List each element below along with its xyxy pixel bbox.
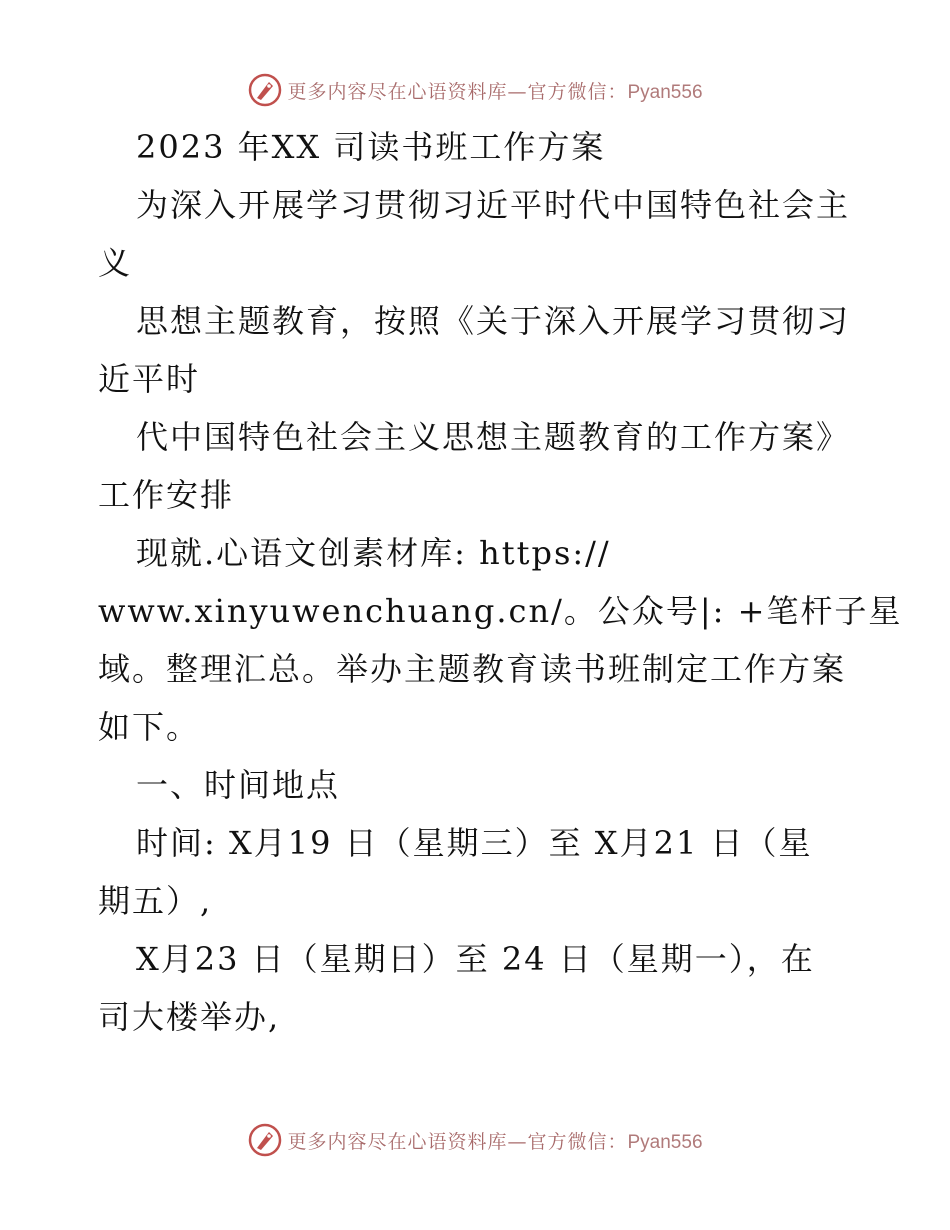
paragraph-line: 代中国特色社会主义思想主题教育的工作方案》 — [136, 418, 851, 456]
paragraph-line: X月23 日（星期日）至 24 日（星期一），在 — [136, 940, 815, 978]
pen-nib-logo-icon — [247, 1122, 283, 1158]
paragraph-line: 思想主题教育，按照《关于深入开展学习贯彻习 — [136, 302, 851, 340]
paragraph-line: 近平时 — [98, 360, 201, 398]
section-heading: 一、时间地点 — [136, 766, 341, 804]
paragraph-line: 现就.心语文创素材库: https:// — [136, 534, 611, 572]
paragraph-line: 司大楼举办, — [98, 998, 281, 1036]
paragraph-line: 工作安排 — [98, 476, 235, 514]
paragraph-line: 域。整理汇总。举办主题教育读书班制定工作方案 — [98, 650, 847, 688]
watermark-text: 更多内容尽在心语资料库—官方微信：Pyan556 — [287, 80, 703, 103]
header-watermark — [0, 68, 950, 112]
paragraph-line-url: www.xinyuwenchuang.cn/。公众号|: +笔杆子星 — [98, 592, 903, 630]
paragraph-line: 期五）, — [98, 882, 213, 920]
paragraph-line: 如下。 — [98, 708, 201, 746]
paragraph-line: 为深入开展学习贯彻习近平时代中国特色社会主 — [136, 186, 851, 224]
document-body — [98, 118, 903, 1046]
document-title: 2023 年XX 司读书班工作方案 — [136, 128, 606, 166]
paragraph-line: 义 — [98, 244, 133, 282]
watermark-text: 更多内容尽在心语资料库—官方微信：Pyan556 — [287, 1130, 703, 1153]
footer-watermark — [0, 1118, 950, 1162]
paragraph-line: 时间: X月19 日（星期三）至 X月21 日（星 — [136, 824, 813, 862]
pen-nib-logo-icon — [247, 72, 283, 108]
